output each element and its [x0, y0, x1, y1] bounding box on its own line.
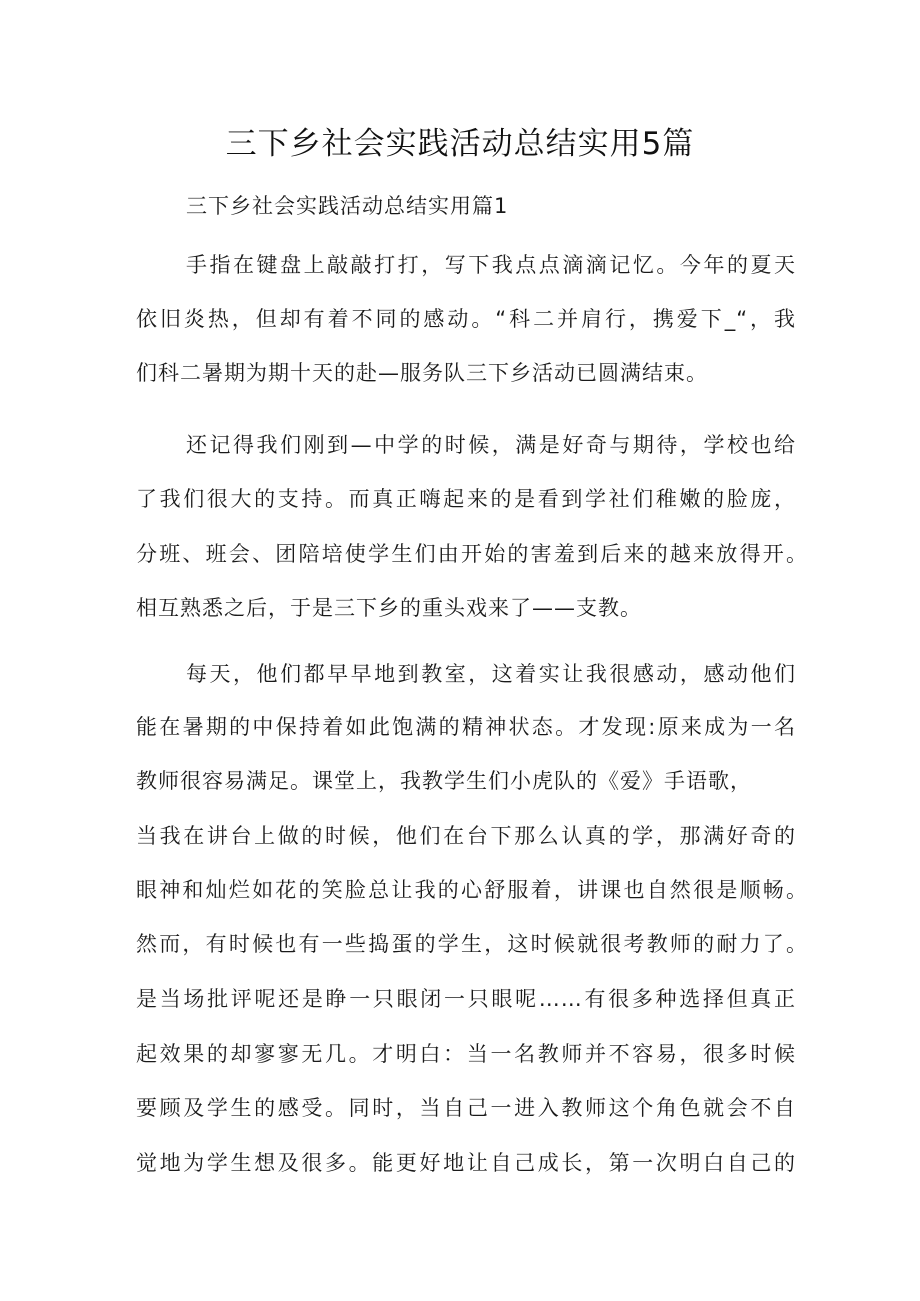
- text-line: 们科二暑期为期十天的赴—服务队三下乡活动已圆满结束。: [136, 361, 708, 385]
- text-line: 要顾及学生的感受。同时，当自己一进入教师这个角色就会不自: [136, 1096, 796, 1120]
- text-line: 分班、班会、团陪培使学生们由开始的害羞到后来的越来放得开。: [136, 542, 808, 566]
- text-line: 教师很容易满足。课堂上，我教学生们小虎队的《爱》手语歌，: [136, 769, 752, 793]
- text-line: 相互熟悉之后，于是三下乡的重头戏来了——支教。: [136, 596, 642, 620]
- text-line: 觉地为学生想及很多。能更好地让自己成长，第一次明白自己的: [136, 1151, 796, 1175]
- text-line: 是当场批评呢还是睁一只眼闭一只眼呢……有很多种选择但真正: [136, 987, 796, 1011]
- text-line: 依旧炎热，但却有着不同的感动。“科二并肩行，携爱下_“，我: [136, 307, 796, 331]
- section-heading: 三下乡社会实践活动总结实用篇1: [186, 194, 509, 218]
- text-line: 了我们很大的支持。而真正嗨起来的是看到学社们稚嫩的脸庞，: [136, 487, 796, 511]
- text-line: 手指在键盘上敲敲打打，写下我点点滴滴记忆。今年的夏天: [186, 253, 796, 277]
- text-line: 眼神和灿烂如花的笑脸总让我的心舒服着，讲课也自然很是顺畅。: [136, 878, 808, 902]
- text-line: 然而，有时候也有一些捣蛋的学生，这时候就很考教师的耐力了。: [136, 932, 808, 956]
- text-line: 当我在讲台上做的时候，他们在台下那么认真的学，那满好奇的: [136, 824, 796, 848]
- document-title: 三下乡社会实践活动总结实用5篇: [225, 126, 695, 162]
- text-line: 还记得我们刚到—中学的时候，满是好奇与期待，学校也给: [186, 433, 796, 457]
- text-line: 每天，他们都早早地到教室，这着实让我很感动，感动他们: [186, 662, 796, 686]
- text-line: 起效果的却寥寥无几。才明白：当一名教师并不容易，很多时候: [136, 1042, 796, 1066]
- text-line: 能在暑期的中保持着如此饱满的精神状态。才发现:原来成为一名: [136, 715, 796, 739]
